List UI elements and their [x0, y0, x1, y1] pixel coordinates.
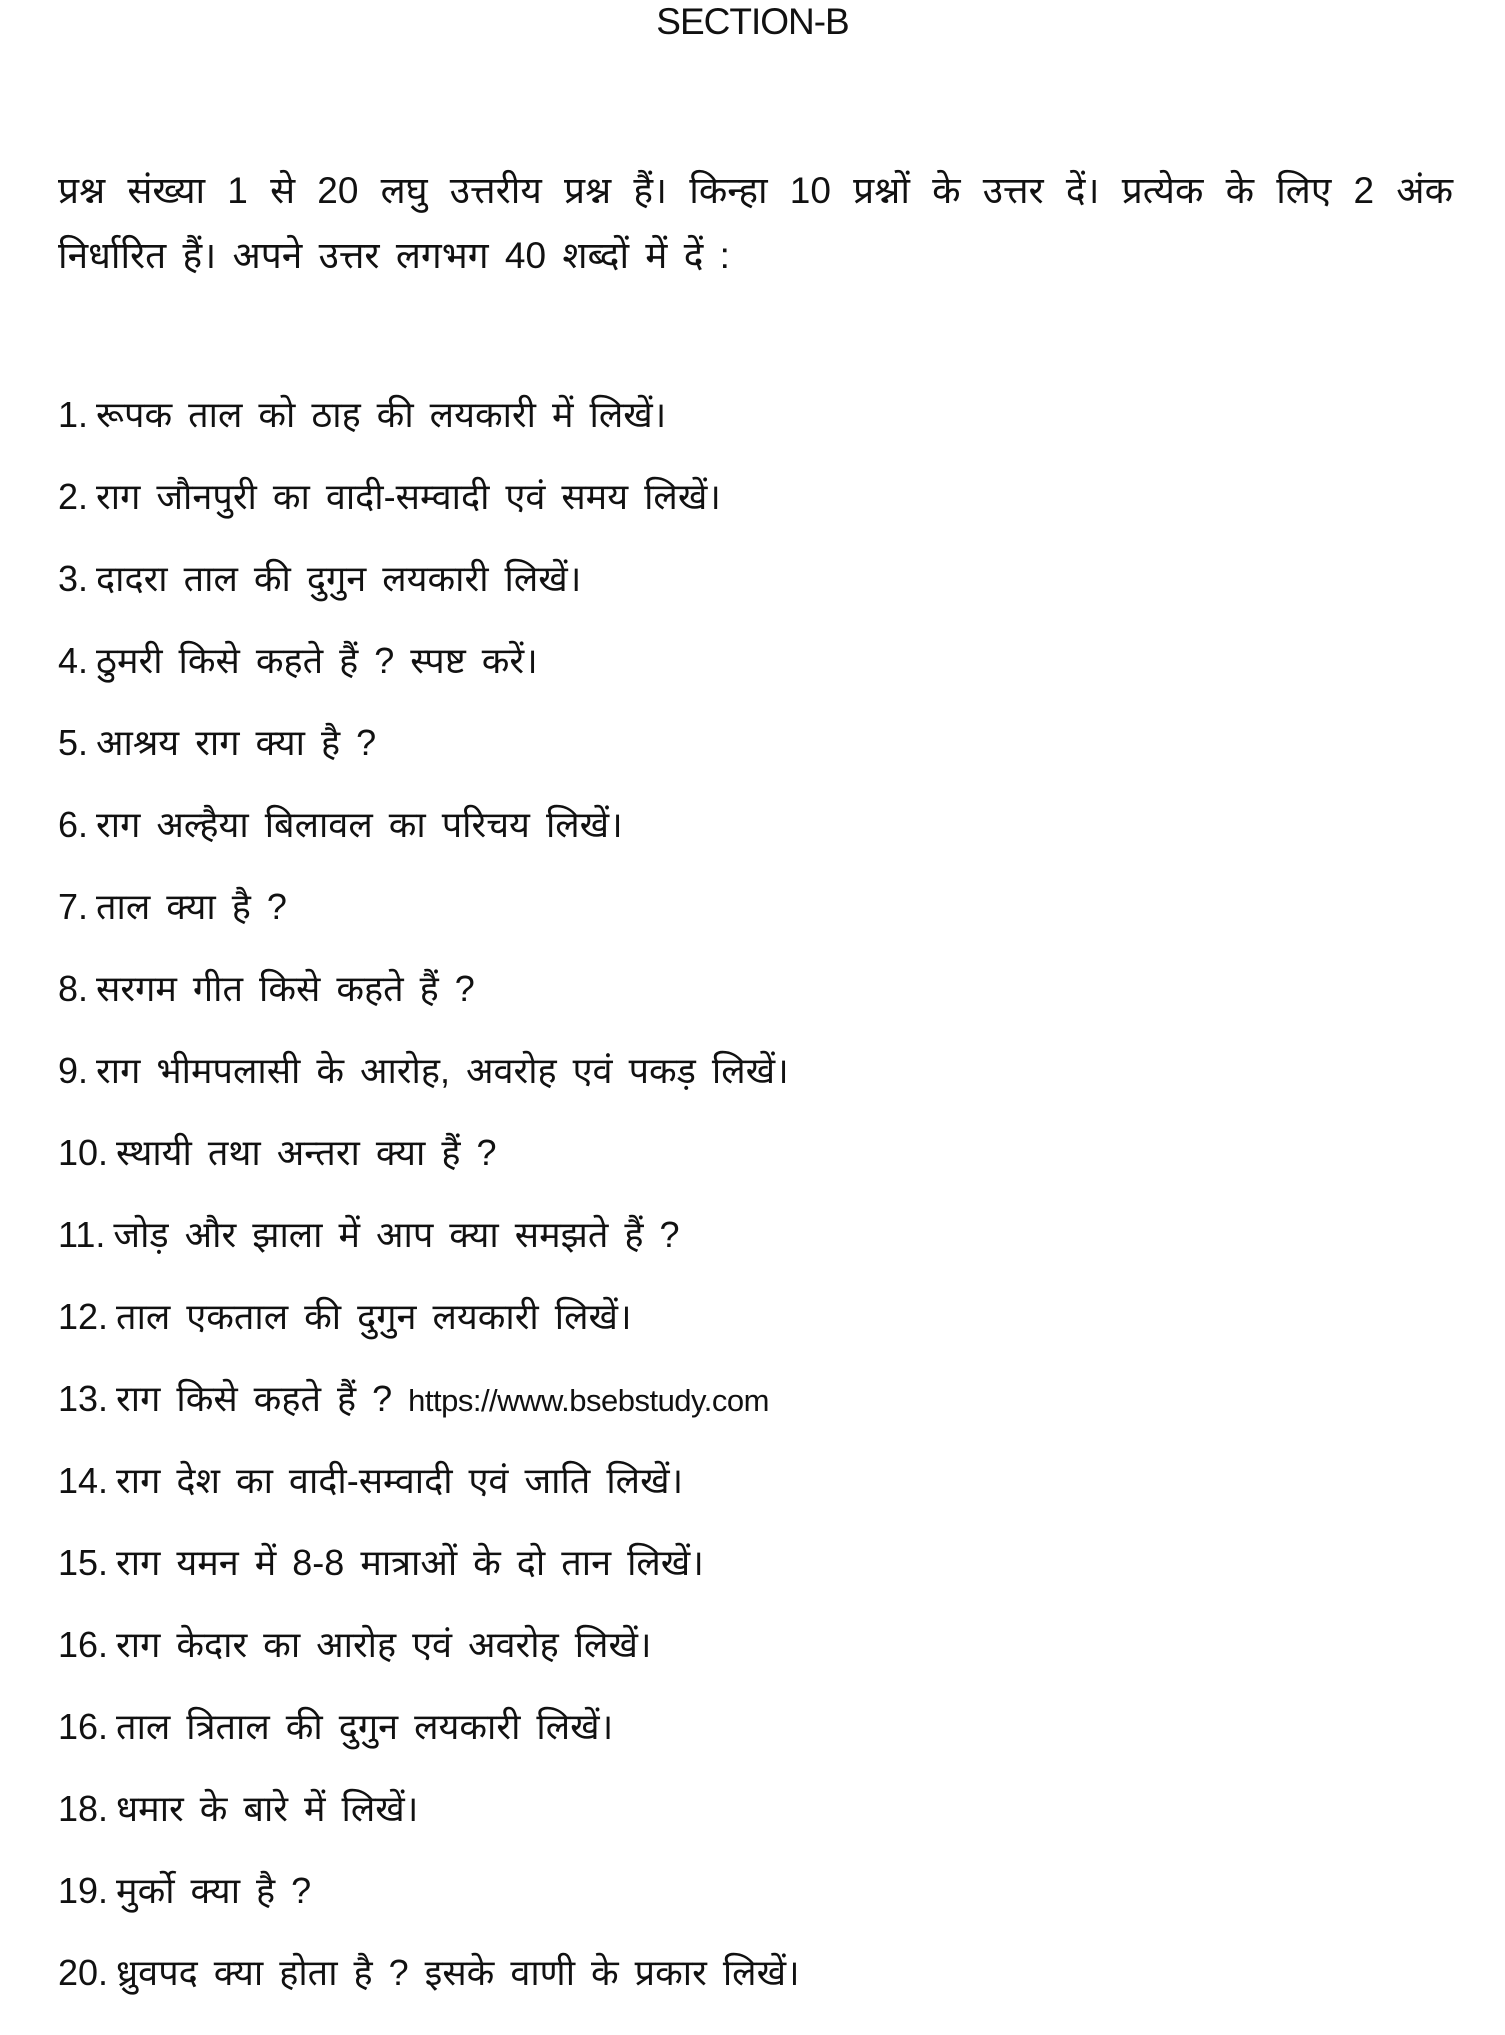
- question-text: मुर्को क्या है ?: [116, 1870, 312, 1911]
- question-number: 8.: [58, 968, 89, 1009]
- question-number: 4.: [58, 640, 89, 681]
- question-number: 2.: [58, 476, 89, 517]
- question-number: 3.: [58, 558, 89, 599]
- question-item: [58, 1707, 800, 1789]
- question-text: रूपक ताल को ठाह की लयकारी में लिखें।: [96, 394, 667, 435]
- question-item: [58, 641, 800, 723]
- question-text: राग जौनपुरी का वादी-सम्वादी एवं समय लिखें।: [96, 476, 721, 517]
- question-item: [58, 1543, 800, 1625]
- question-number: 18.: [58, 1788, 109, 1829]
- question-item: [58, 1379, 800, 1461]
- question-item: [58, 559, 800, 641]
- instructions-paragraph: प्रश्न संख्या 1 से 20 लघु उत्तरीय प्रश्न हैं। किन्हा 10 प्रश्नों के उत्तर दें। प्रत्येक के लिए 2 अंक निर्धारित हैं। अपने उत्तर लगभग 40 शब्दों में दें :: [58, 170, 1453, 276]
- question-text: राग किसे कहते हैं ?: [116, 1378, 393, 1419]
- question-item: [58, 805, 800, 887]
- question-text: ताल क्या है ?: [96, 886, 287, 927]
- question-item: [58, 1625, 800, 1707]
- question-text: आश्रय राग क्या है ?: [96, 722, 377, 763]
- question-number: 10.: [58, 1132, 109, 1173]
- question-number: 14.: [58, 1460, 109, 1501]
- question-number: 7.: [58, 886, 89, 927]
- question-number: 5.: [58, 722, 89, 763]
- question-item: [58, 887, 800, 969]
- question-list: [58, 395, 800, 2035]
- question-text: राग केदार का आरोह एवं अवरोह लिखें।: [116, 1624, 652, 1665]
- question-item: [58, 1051, 800, 1133]
- question-text: धमार के बारे में लिखें।: [116, 1788, 419, 1829]
- question-text: ताल त्रिताल की दुगुन लयकारी लिखें।: [116, 1706, 614, 1747]
- question-text: राग यमन में 8-8 मात्राओं के दो तान लिखें।: [116, 1542, 704, 1583]
- question-item: [58, 723, 800, 805]
- question-item: [58, 1297, 800, 1379]
- question-text: स्थायी तथा अन्तरा क्या हैं ?: [116, 1132, 497, 1173]
- question-number: 12.: [58, 1296, 109, 1337]
- watermark-url: https://www.bsebstudy.com: [408, 1383, 769, 1418]
- question-item: [58, 395, 800, 477]
- question-number: 20.: [58, 1952, 109, 1993]
- question-number: 15.: [58, 1542, 109, 1583]
- question-item: [58, 1871, 800, 1953]
- question-text: सरगम गीत किसे कहते हैं ?: [96, 968, 475, 1009]
- question-item: [58, 1789, 800, 1871]
- question-number: 19.: [58, 1870, 109, 1911]
- question-text: राग देश का वादी-सम्वादी एवं जाति लिखें।: [116, 1460, 684, 1501]
- question-item: [58, 969, 800, 1051]
- question-item: [58, 1461, 800, 1543]
- question-item: [58, 477, 800, 559]
- question-number: 13.: [58, 1378, 109, 1419]
- question-number: 6.: [58, 804, 89, 845]
- question-item: [58, 1133, 800, 1215]
- question-text: ताल एकताल की दुगुन लयकारी लिखें।: [116, 1296, 632, 1337]
- question-text: जोड़ और झाला में आप क्या समझते हैं ?: [113, 1214, 680, 1255]
- question-text: राग अल्हैया बिलावल का परिचय लिखें।: [96, 804, 623, 845]
- question-number: 16.: [58, 1706, 109, 1747]
- question-text: दादरा ताल की दुगुन लयकारी लिखें।: [96, 558, 582, 599]
- question-item: [58, 1953, 800, 2035]
- question-item: [58, 1215, 800, 1297]
- question-number: 11.: [58, 1214, 106, 1255]
- question-text: ध्रुवपद क्या होता है ? इसके वाणी के प्रकार लिखें।: [116, 1952, 800, 1993]
- section-title: SECTION-B: [656, 1, 849, 42]
- question-text: राग भीमपलासी के आरोह, अवरोह एवं पकड़ लिखें।: [96, 1050, 789, 1091]
- question-number: 16.: [58, 1624, 109, 1665]
- question-number: 1.: [58, 394, 89, 435]
- question-number: 9.: [58, 1050, 89, 1091]
- question-text: ठुमरी किसे कहते हैं ? स्पष्ट करें।: [96, 640, 538, 681]
